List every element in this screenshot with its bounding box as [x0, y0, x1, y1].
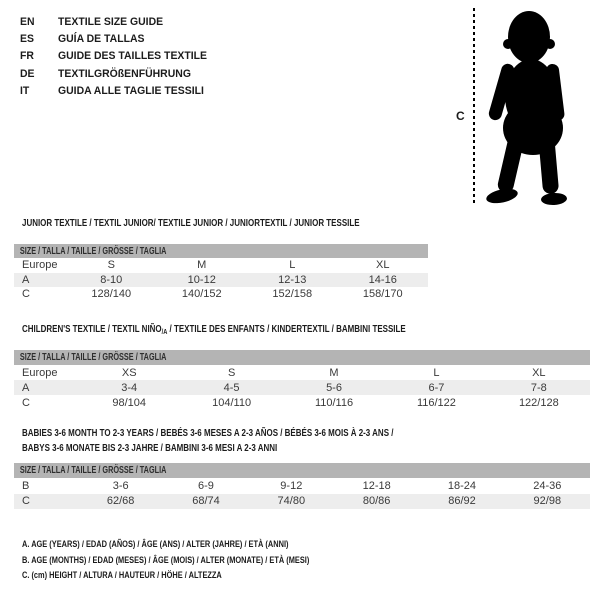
- table-cell: 86/92: [448, 495, 476, 508]
- children-size-table: [14, 350, 590, 410]
- language-title: GUÍA DE TALLAS: [58, 33, 145, 46]
- table-cell: 68/74: [192, 495, 220, 508]
- junior-table-title: [22, 216, 360, 231]
- table-cell: 8-10: [100, 273, 123, 286]
- language-title: GUIDA ALLE TAGLIE TESSILI: [58, 85, 204, 98]
- language-row: [20, 83, 215, 100]
- language-code: FR: [20, 50, 34, 63]
- footnote-c: C. (cm) HEIGHT / ALTURA / HAUTEUR / HÖHE / ALTEZZA: [22, 570, 222, 582]
- table-cell: 6-7: [428, 381, 445, 394]
- table-cell: 158/170: [362, 288, 403, 301]
- table-row-height: [14, 494, 590, 510]
- table-cell: L: [433, 366, 440, 379]
- language-title: TEXTILE SIZE GUIDE: [58, 15, 164, 28]
- table-cell: 12-18: [362, 479, 391, 492]
- table-cell: 62/68: [106, 495, 135, 508]
- babies-table-title-line1: BABIES 3-6 MONTH TO 2-3 YEARS / BEBÉS 3-6 MESES A 2-3 AÑOS / BÉBÉS 3-6 MOIS À 2-3 ANS /: [22, 427, 394, 439]
- table-cell: 6-9: [198, 479, 214, 492]
- table-cell: 104/110: [212, 396, 252, 409]
- table-cell: 152/158: [272, 288, 313, 301]
- language-header-block: [20, 13, 215, 100]
- table-cell: 3-6: [112, 479, 129, 492]
- table-cell: M: [197, 259, 207, 272]
- table-cell: 128/140: [91, 288, 132, 301]
- table-row-age: [14, 273, 428, 288]
- table-row-height: [14, 287, 428, 302]
- language-title: GUIDE DES TAILLES TEXTILE: [58, 50, 208, 63]
- table-cell: 24-36: [533, 479, 562, 492]
- size-header-text: SIZE / TALLA / TAILLE / GRÖSSE / TAGLIA: [19, 245, 167, 257]
- row-label: A: [22, 273, 30, 286]
- row-label: A: [22, 381, 30, 394]
- language-row: [20, 65, 215, 82]
- table-cell: 4-5: [223, 381, 240, 394]
- language-code: DE: [20, 67, 35, 80]
- footnote-a: A. AGE (YEARS) / EDAD (AÑOS) / ÂGE (ANS) / ALTER (JAHRE) / ETÀ (ANNI): [22, 539, 289, 550]
- language-code: ES: [20, 33, 34, 46]
- table-row-europe: [14, 258, 428, 273]
- table-cell: 74/80: [277, 495, 306, 508]
- table-cell: 5-6: [326, 381, 342, 394]
- row-label: Europe: [22, 259, 58, 272]
- table-row-europe: [14, 365, 590, 380]
- height-measure-label: C: [456, 109, 465, 123]
- junior-table-title-text: JUNIOR TEXTILE / TEXTIL JUNIOR/ TEXTILE JUNIOR / JUNIORTEXTIL / JUNIOR TESSILE: [22, 217, 360, 229]
- row-label: C: [22, 288, 30, 301]
- babies-size-table: [14, 463, 590, 509]
- table-cell: 92/98: [533, 495, 562, 508]
- children-table-title-text: CHILDREN'S TEXTILE / TEXTIL NIÑO: [22, 323, 162, 335]
- table-cell: 12-13: [278, 273, 307, 286]
- table-row-height: [14, 395, 590, 410]
- size-header-band: [14, 463, 590, 478]
- language-code: EN: [20, 15, 35, 28]
- table-cell: 3-4: [121, 381, 138, 394]
- babies-table-title: [22, 426, 393, 456]
- row-label: C: [22, 495, 30, 508]
- table-cell: 122/128: [518, 396, 559, 409]
- size-header-band: [14, 244, 428, 258]
- children-table-title-text: / TEXTILE DES ENFANTS / KINDERTEXTIL / BAMBINI TESSILE: [167, 323, 406, 335]
- row-label: B: [22, 479, 30, 492]
- table-cell: 9-12: [280, 479, 303, 492]
- table-cell: 110/116: [314, 396, 354, 409]
- table-cell: S: [227, 366, 236, 379]
- row-label: C: [22, 396, 30, 409]
- table-cell: 80/86: [362, 495, 391, 508]
- table-cell: 140/152: [181, 288, 222, 301]
- table-cell: XL: [532, 366, 546, 379]
- table-cell: 98/104: [112, 396, 147, 409]
- footnote-b: B. AGE (MONTHS) / EDAD (MESES) / ÂGE (MOIS) / ALTER (MONATE) / ETÀ (MESI): [22, 554, 310, 566]
- height-measure-dashed-line: [473, 8, 475, 206]
- table-row-age-months: [14, 478, 590, 494]
- table-cell: M: [329, 366, 339, 379]
- language-row: [20, 30, 215, 47]
- junior-size-table: [14, 244, 428, 302]
- size-header-band: [14, 350, 590, 365]
- children-table-title-subscript: /A: [161, 327, 168, 336]
- baby-silhouette: [478, 4, 596, 206]
- footnotes-block: [22, 537, 390, 584]
- table-cell: XS: [121, 366, 137, 379]
- language-title: TEXTILGRÖßENFÜHRUNG: [58, 67, 191, 80]
- babies-table-title-line2: BABYS 3-6 MONATE BIS 2-3 JAHRE / BAMBINI 3-6 MESI A 2-3 ANNI: [22, 442, 278, 454]
- size-header-text: SIZE / TALLA / TAILLE / GRÖSSE / TAGLIA: [19, 352, 167, 363]
- table-cell: 116/122: [416, 396, 456, 409]
- table-cell: 10-12: [187, 273, 216, 286]
- language-row: [20, 48, 215, 65]
- size-header-text: SIZE / TALLA / TAILLE / GRÖSSE / TAGLIA: [19, 465, 167, 476]
- table-cell: 14-16: [368, 273, 397, 286]
- table-cell: L: [289, 259, 296, 272]
- row-label: Europe: [22, 366, 58, 379]
- table-cell: 7-8: [530, 381, 547, 394]
- children-table-title: [22, 322, 406, 339]
- table-cell: 18-24: [447, 479, 477, 492]
- table-cell: S: [107, 259, 115, 272]
- language-row: [20, 13, 215, 30]
- language-code: IT: [20, 85, 30, 98]
- table-row-age: [14, 380, 590, 395]
- table-cell: XL: [376, 259, 390, 272]
